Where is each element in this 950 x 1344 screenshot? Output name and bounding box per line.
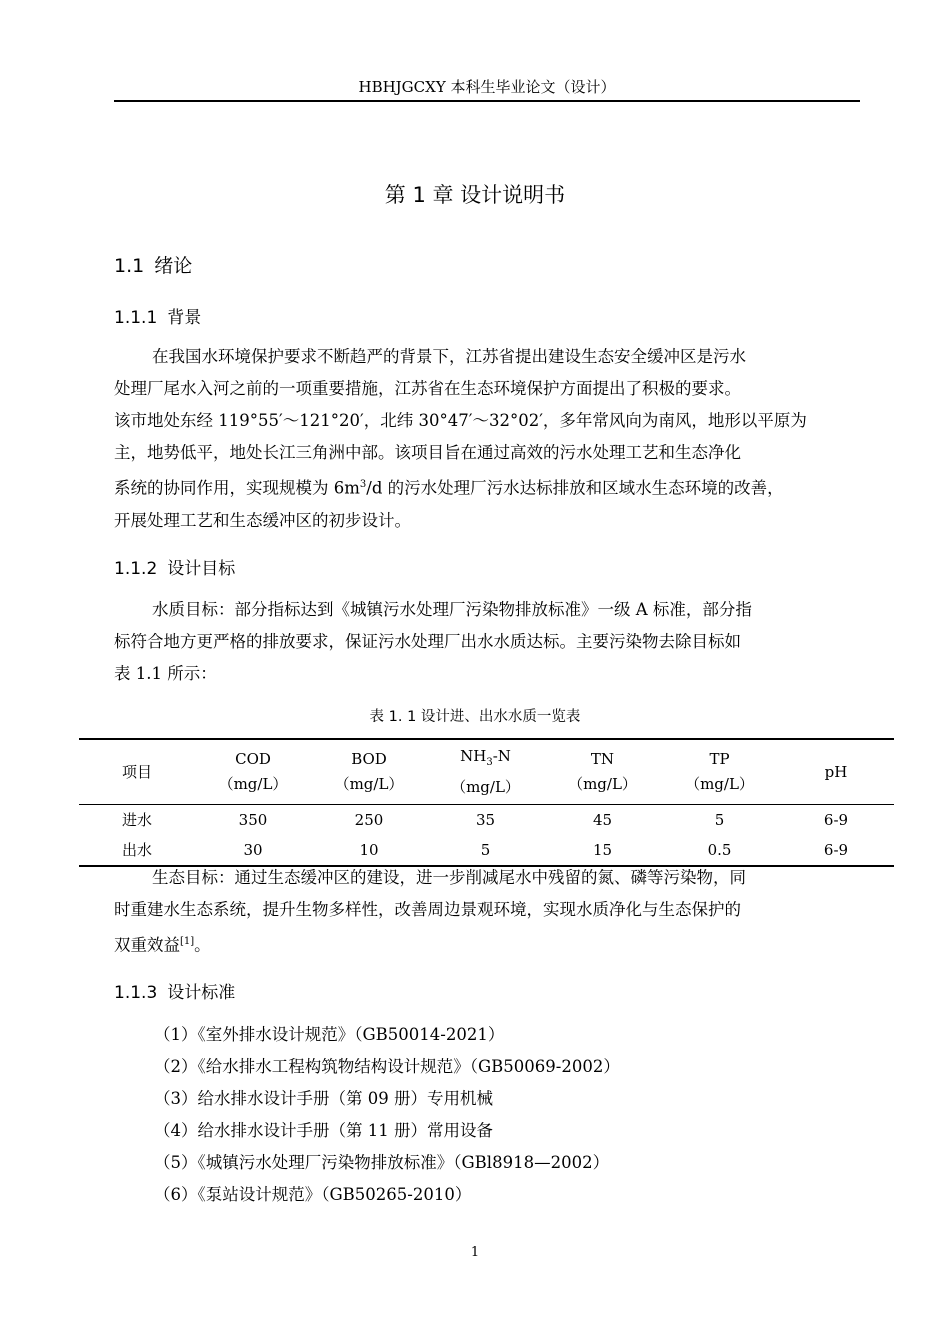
cell-tp: 5 bbox=[714, 811, 725, 829]
header-unit: （mg/L） bbox=[334, 775, 404, 793]
section-heading-1-1-3 bbox=[114, 980, 235, 1006]
cell-ph: 6-9 bbox=[823, 841, 849, 859]
water-quality-paragraph bbox=[114, 594, 860, 690]
row-label: 进水 bbox=[121, 811, 152, 829]
paragraph-line: 时重建水生态系统，提升生物多样性，改善周边景观环境，实现水质净化与生态保护的 bbox=[114, 900, 741, 919]
list-item: （2）《给水排水工程构筑物结构设计规范》（GB50069-2002） bbox=[154, 1057, 620, 1076]
cell-cod: 350 bbox=[238, 811, 268, 829]
section-title: 设计标准 bbox=[167, 983, 236, 1003]
header-rule bbox=[114, 100, 860, 102]
cell-bod: 250 bbox=[354, 811, 384, 829]
table-caption: 表 1. 1 设计进、出水水质一览表 bbox=[369, 709, 581, 725]
header-tp bbox=[661, 739, 778, 805]
section-number: 1.1.1 bbox=[114, 308, 158, 328]
cell-cod: 30 bbox=[243, 841, 263, 859]
header-nh3n bbox=[427, 739, 544, 805]
header-name: NH bbox=[460, 747, 487, 765]
background-paragraph bbox=[114, 341, 860, 537]
section-number: 1.1.2 bbox=[114, 559, 158, 579]
list-item: （3）给水排水设计手册（第 09 册）专用机械 bbox=[154, 1089, 493, 1108]
paragraph-line: 该市地处东经 119°55′～121°20′，北纬 30°47′～32°02′，多年常风向为南风，地形以平原为 bbox=[114, 411, 807, 430]
chapter-title: 第 1 章 设计说明书 bbox=[384, 183, 566, 207]
list-item: （1）《室外排水设计规范》（GB50014-2021） bbox=[154, 1025, 505, 1044]
paragraph-line bbox=[114, 469, 860, 505]
section-heading-1-1 bbox=[114, 252, 192, 280]
header-item: 项目 bbox=[121, 762, 152, 781]
header-unit: （mg/L） bbox=[451, 778, 520, 796]
table-row bbox=[79, 805, 894, 836]
row-label: 出水 bbox=[121, 841, 152, 859]
list-item: （6）《泵站设计规范》（GB50265-2010） bbox=[154, 1185, 472, 1204]
text-fragment: 部分指标达到《城镇污水处理厂污染物排放标准》一级 A 标准，部分指 bbox=[234, 600, 752, 619]
section-title: 背景 bbox=[167, 308, 202, 328]
header-tn bbox=[544, 739, 661, 805]
table-header-row bbox=[79, 739, 894, 805]
paragraph-line: 在我国水环境保护要求不断趋严的背景下，江苏省提出建设生态安全缓冲区是污水 bbox=[152, 347, 746, 366]
text-fragment: 系统的协同作用，实现规模为 6m bbox=[114, 478, 360, 498]
section-heading-1-1-2 bbox=[114, 556, 235, 582]
cell-bod: 10 bbox=[359, 841, 379, 859]
lead-term: 生态目标： bbox=[152, 868, 235, 887]
paragraph-line bbox=[114, 594, 860, 626]
section-heading-1-1-1 bbox=[114, 305, 201, 331]
header-name: TN bbox=[590, 750, 615, 768]
header-unit: （mg/L） bbox=[685, 775, 754, 793]
paragraph-line bbox=[114, 862, 860, 894]
header-name: -N bbox=[492, 747, 511, 765]
running-header: HBHJGCXY 本科生毕业论文（设计） bbox=[358, 78, 616, 96]
subscript: 3 bbox=[486, 757, 493, 768]
paragraph-line: 标符合地方更严格的排放要求，保证污水处理厂出水水质达标。主要污染物去除目标如 bbox=[114, 632, 741, 651]
cell-nh3n: 5 bbox=[480, 841, 491, 859]
superscript: 3 bbox=[359, 479, 367, 490]
list-item: （5）《城镇污水处理厂污染物排放标准》（GBl8918—2002） bbox=[154, 1153, 610, 1172]
cell-tp: 0.5 bbox=[707, 841, 732, 859]
section-number: 1.1.3 bbox=[114, 983, 158, 1003]
paragraph-line: 表 1.1 所示： bbox=[114, 664, 217, 683]
page-number: 1 bbox=[470, 1245, 480, 1260]
list-item: （4）给水排水设计手册（第 11 册）常用设备 bbox=[154, 1121, 493, 1140]
water-quality-table bbox=[79, 738, 894, 867]
text-fragment: 双重效益 bbox=[114, 935, 180, 955]
cell-tn: 15 bbox=[592, 841, 613, 859]
standards-list bbox=[154, 1019, 620, 1211]
header-name: TP bbox=[709, 750, 730, 768]
header-cod bbox=[195, 739, 311, 805]
cell-tn: 45 bbox=[592, 811, 613, 829]
paragraph-line bbox=[114, 926, 860, 962]
cell-nh3n: 35 bbox=[475, 811, 496, 829]
section-number: 1.1 bbox=[114, 255, 145, 277]
section-title: 设计目标 bbox=[167, 559, 236, 579]
section-title: 绪论 bbox=[154, 255, 193, 277]
text-fragment: 通过生态缓冲区的建设，进一步削减尾水中残留的氮、磷等污染物，同 bbox=[234, 868, 746, 887]
citation-ref: [1] bbox=[180, 936, 195, 947]
cell-ph: 6-9 bbox=[823, 811, 849, 829]
paragraph-line: 主，地势低平，地处长江三角洲中部。该项目旨在通过高效的污水处理工艺和生态净化 bbox=[114, 443, 741, 462]
header-unit: （mg/L） bbox=[218, 775, 288, 793]
lead-term: 水质目标： bbox=[152, 600, 235, 619]
header-bod bbox=[311, 739, 427, 805]
paragraph-line: 处理厂尾水入河之前的一项重要措施，江苏省在生态环境保护方面提出了积极的要求。 bbox=[114, 379, 741, 398]
header-ph: pH bbox=[824, 762, 848, 781]
header-name: BOD bbox=[351, 750, 387, 768]
text-fragment: /d 的污水处理厂污水达标排放和区域水生态环境的改善， bbox=[366, 478, 784, 498]
text-fragment: 。 bbox=[194, 935, 211, 955]
ecology-paragraph bbox=[114, 862, 860, 962]
header-name: COD bbox=[235, 750, 271, 768]
paragraph-line: 开展处理工艺和生态缓冲区的初步设计。 bbox=[114, 510, 411, 530]
header-unit: （mg/L） bbox=[568, 775, 637, 793]
